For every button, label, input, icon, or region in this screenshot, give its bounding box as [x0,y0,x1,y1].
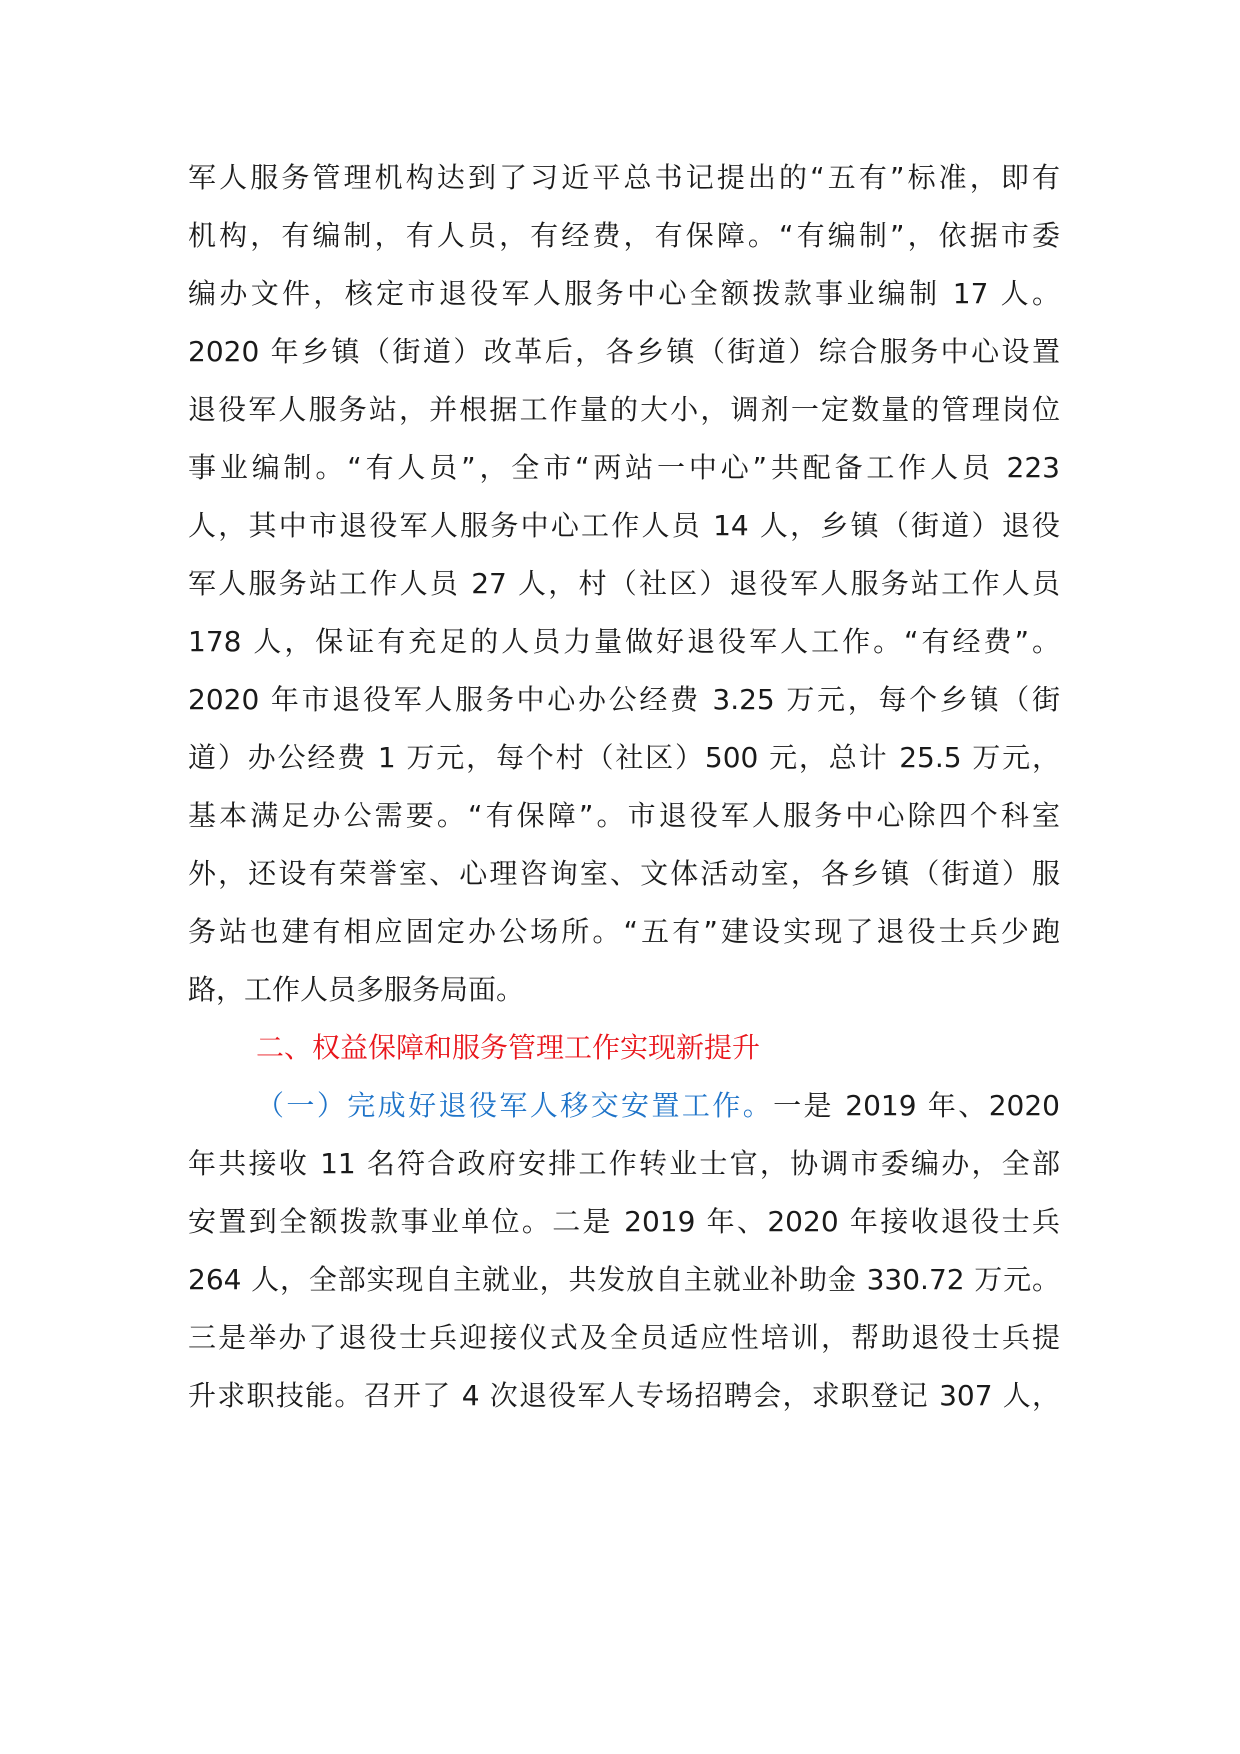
paragraph-line: 178 人，保证有充足的人员力量做好退役军人工作。“有经费”。 [188,625,1060,658]
paragraph-line: 机构，有编制，有人员，有经费，有保障。“有编制”，依据市委 [188,219,1060,252]
paragraph-line: 年共接收 11 名符合政府安排工作转业士官，协调市委编办，全部 [188,1147,1060,1180]
paragraph-line: 道）办公经费 1 万元，每个村（社区）500 元，总计 25.5 万元， [188,741,1060,774]
paragraph-line: 军人服务管理机构达到了习近平总书记提出的“五有”标准，即有 [188,161,1060,194]
paragraph-line: 路，工作人员多服务局面。 [188,973,525,1006]
paragraph-line: 人，其中市退役军人服务中心工作人员 14 人，乡镇（街道）退役 [188,509,1060,542]
subsection-line [256,1080,1060,1132]
paragraph-line: 军人服务站工作人员 27 人，村（社区）退役军人服务站工作人员 [188,567,1060,600]
paragraph-line: 外，还设有荣誉室、心理咨询室、文体活动室，各乡镇（街道）服 [188,857,1060,890]
paragraph-line: 264 人，全部实现自主就业，共发放自主就业补助金 330.72 万元。 [188,1263,1060,1296]
paragraph-line: 升求职技能。召开了 4 次退役军人专场招聘会，求职登记 307 人， [188,1379,1060,1412]
paragraph-line: 基本满足办公需要。“有保障”。市退役军人服务中心除四个科室 [188,799,1060,832]
paragraph-line: 安置到全额拨款事业单位。二是 2019 年、2020 年接收退役士兵 [188,1205,1060,1238]
paragraph-line: 2020 年市退役军人服务中心办公经费 3.25 万元，每个乡镇（街 [188,683,1060,716]
section-heading: 二、权益保障和服务管理工作实现新提升 [256,1031,761,1064]
subsection-text: 一是 2019 年、2020 [773,1089,1060,1122]
paragraph-line: 三是举办了退役士兵迎接仪式及全员适应性培训，帮助退役士兵提 [188,1321,1060,1354]
paragraph-line: 2020 年乡镇（街道）改革后，各乡镇（街道）综合服务中心设置 [188,335,1060,368]
subsection-heading: （一）完成好退役军人移交安置工作。 [256,1089,774,1122]
paragraph-line: 务站也建有相应固定办公场所。“五有”建设实现了退役士兵少跑 [188,915,1060,948]
paragraph-line: 事业编制。“有人员”，全市“两站一中心”共配备工作人员 223 [188,451,1060,484]
paragraph-line: 退役军人服务站，并根据工作量的大小，调剂一定数量的管理岗位 [188,393,1060,426]
paragraph-line: 编办文件，核定市退役军人服务中心全额拨款事业编制 17 人。 [188,277,1060,310]
